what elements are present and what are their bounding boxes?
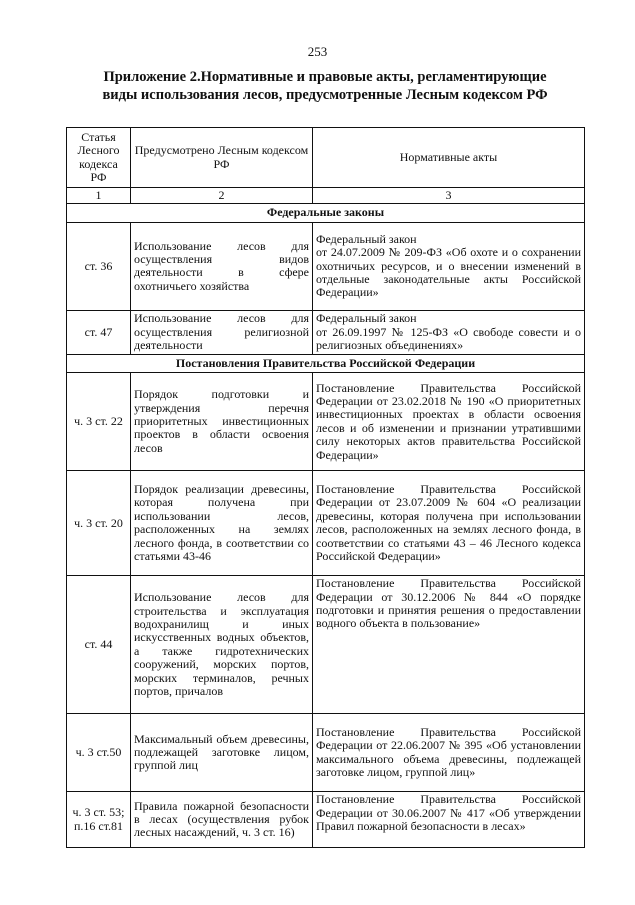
section-title: Федеральные законы (67, 204, 585, 222)
article-cell: ч. 3 ст. 22 (67, 373, 131, 471)
title-line-1: Приложение 2.Нормативные и правовые акты, регламентирующие (103, 69, 547, 85)
provision-cell: Правила пожарной безопасности в лесах (осуществления рубок лесных насаждений, ч. 3 ст. 16) (131, 792, 313, 848)
act-cell: Постановление Правительства Российской Федерации от 22.06.2007 № 395 «Об установлении максимального объема древесины, подлежащей заготовке лицом, группой лиц» (313, 714, 585, 792)
provision-cell: Порядок реализации древесины, которая получена при использовании лесов, расположенных на землях лесного фонда, в соответствии со статьями 43-46 (131, 471, 313, 576)
section-government-decrees (67, 354, 585, 372)
table-row (67, 373, 585, 471)
header-provision: Предусмотрено Лесным кодексом РФ (131, 128, 313, 188)
act-cell: Постановление Правительства Российской Федерации от 30.12.2006 № 844 «О порядке подготовки и принятия решения о предоставлении водного объекта в пользование» (313, 576, 585, 714)
title-line-2: виды использования лесов, предусмотренные Лесным кодексом РФ (102, 87, 548, 103)
act-text: от 24.07.2009 № 209-ФЗ «Об охоте и о сохранении охотничьих ресурсов, и о внесении изменений в отдельные законодательные акты Российской Федерации» (316, 245, 581, 300)
article-cell: ч. 3 ст. 20 (67, 471, 131, 576)
article-cell: ч. 3 ст.50 (67, 714, 131, 792)
provision-cell: Использование лесов для строительства и эксплуатация водохранилищ и иных искусственных водных объектов, а также гидротехнических сооружений, морских портов, морских терминалов, речных портов, причалов (131, 576, 313, 714)
table-row (67, 310, 585, 354)
column-number-3: 3 (313, 188, 585, 204)
table-row (67, 222, 585, 310)
act-heading: Федеральный закон (316, 231, 417, 246)
section-federal-laws (67, 204, 585, 222)
table-row (67, 471, 585, 576)
act-heading: Федеральный закон (316, 311, 417, 326)
header-acts: Нормативные акты (313, 128, 585, 188)
table-row (67, 576, 585, 714)
column-number-row (67, 188, 585, 204)
article-cell: ст. 47 (67, 310, 131, 354)
document-title (70, 68, 580, 104)
article-cell: ст. 36 (67, 222, 131, 310)
provision-cell: Использование лесов для осуществления видов деятельности в сфере охотничьего хозяйства (131, 222, 313, 310)
act-cell (313, 310, 585, 354)
table-row (67, 714, 585, 792)
section-title: Постановления Правительства Российской Федерации (67, 354, 585, 372)
table-row (67, 792, 585, 848)
page-number: 253 (307, 44, 328, 59)
provision-cell: Использование лесов для осуществления религиозной деятельности (131, 310, 313, 354)
provision-cell: Порядок подготовки и утверждения перечня приоритетных инвестиционных проектов в области освоения лесов (131, 373, 313, 471)
article-cell: ч. 3 ст. 53; п.16 ст.81 (67, 792, 131, 848)
act-cell: Постановление Правительства Российской Федерации от 23.02.2018 № 190 «О приоритетных инвестиционных проектах в области освоения лесов и об изменении и признании утратившими силу некоторых актов правительства Российской Федерации» (313, 373, 585, 471)
article-cell: ст. 44 (67, 576, 131, 714)
regulations-table (66, 127, 585, 848)
act-cell: Постановление Правительства Российской Федерации от 30.06.2007 № 417 «Об утверждении Правил пожарной безопасности в лесах» (313, 792, 585, 848)
act-cell: Постановление Правительства Российской Федерации от 23.07.2009 № 604 «О реализации древесины, которая получена при использовании лесов, расположенных на землях лесного фонда, в соответствии со статьями 43 – 46 Лесного кодекса Российской Федерации» (313, 471, 585, 576)
column-number-2: 2 (131, 188, 313, 204)
act-text: от 26.09.1997 № 125-ФЗ «О свободе совести и о религиозных объединениях» (316, 324, 581, 353)
act-cell (313, 222, 585, 310)
provision-cell: Максимальный объем древесины, подлежащей заготовке лицом, группой лиц (131, 714, 313, 792)
header-article: Статья Лесного кодекса РФ (67, 128, 131, 188)
table-header-row (67, 128, 585, 188)
column-number-1: 1 (67, 188, 131, 204)
